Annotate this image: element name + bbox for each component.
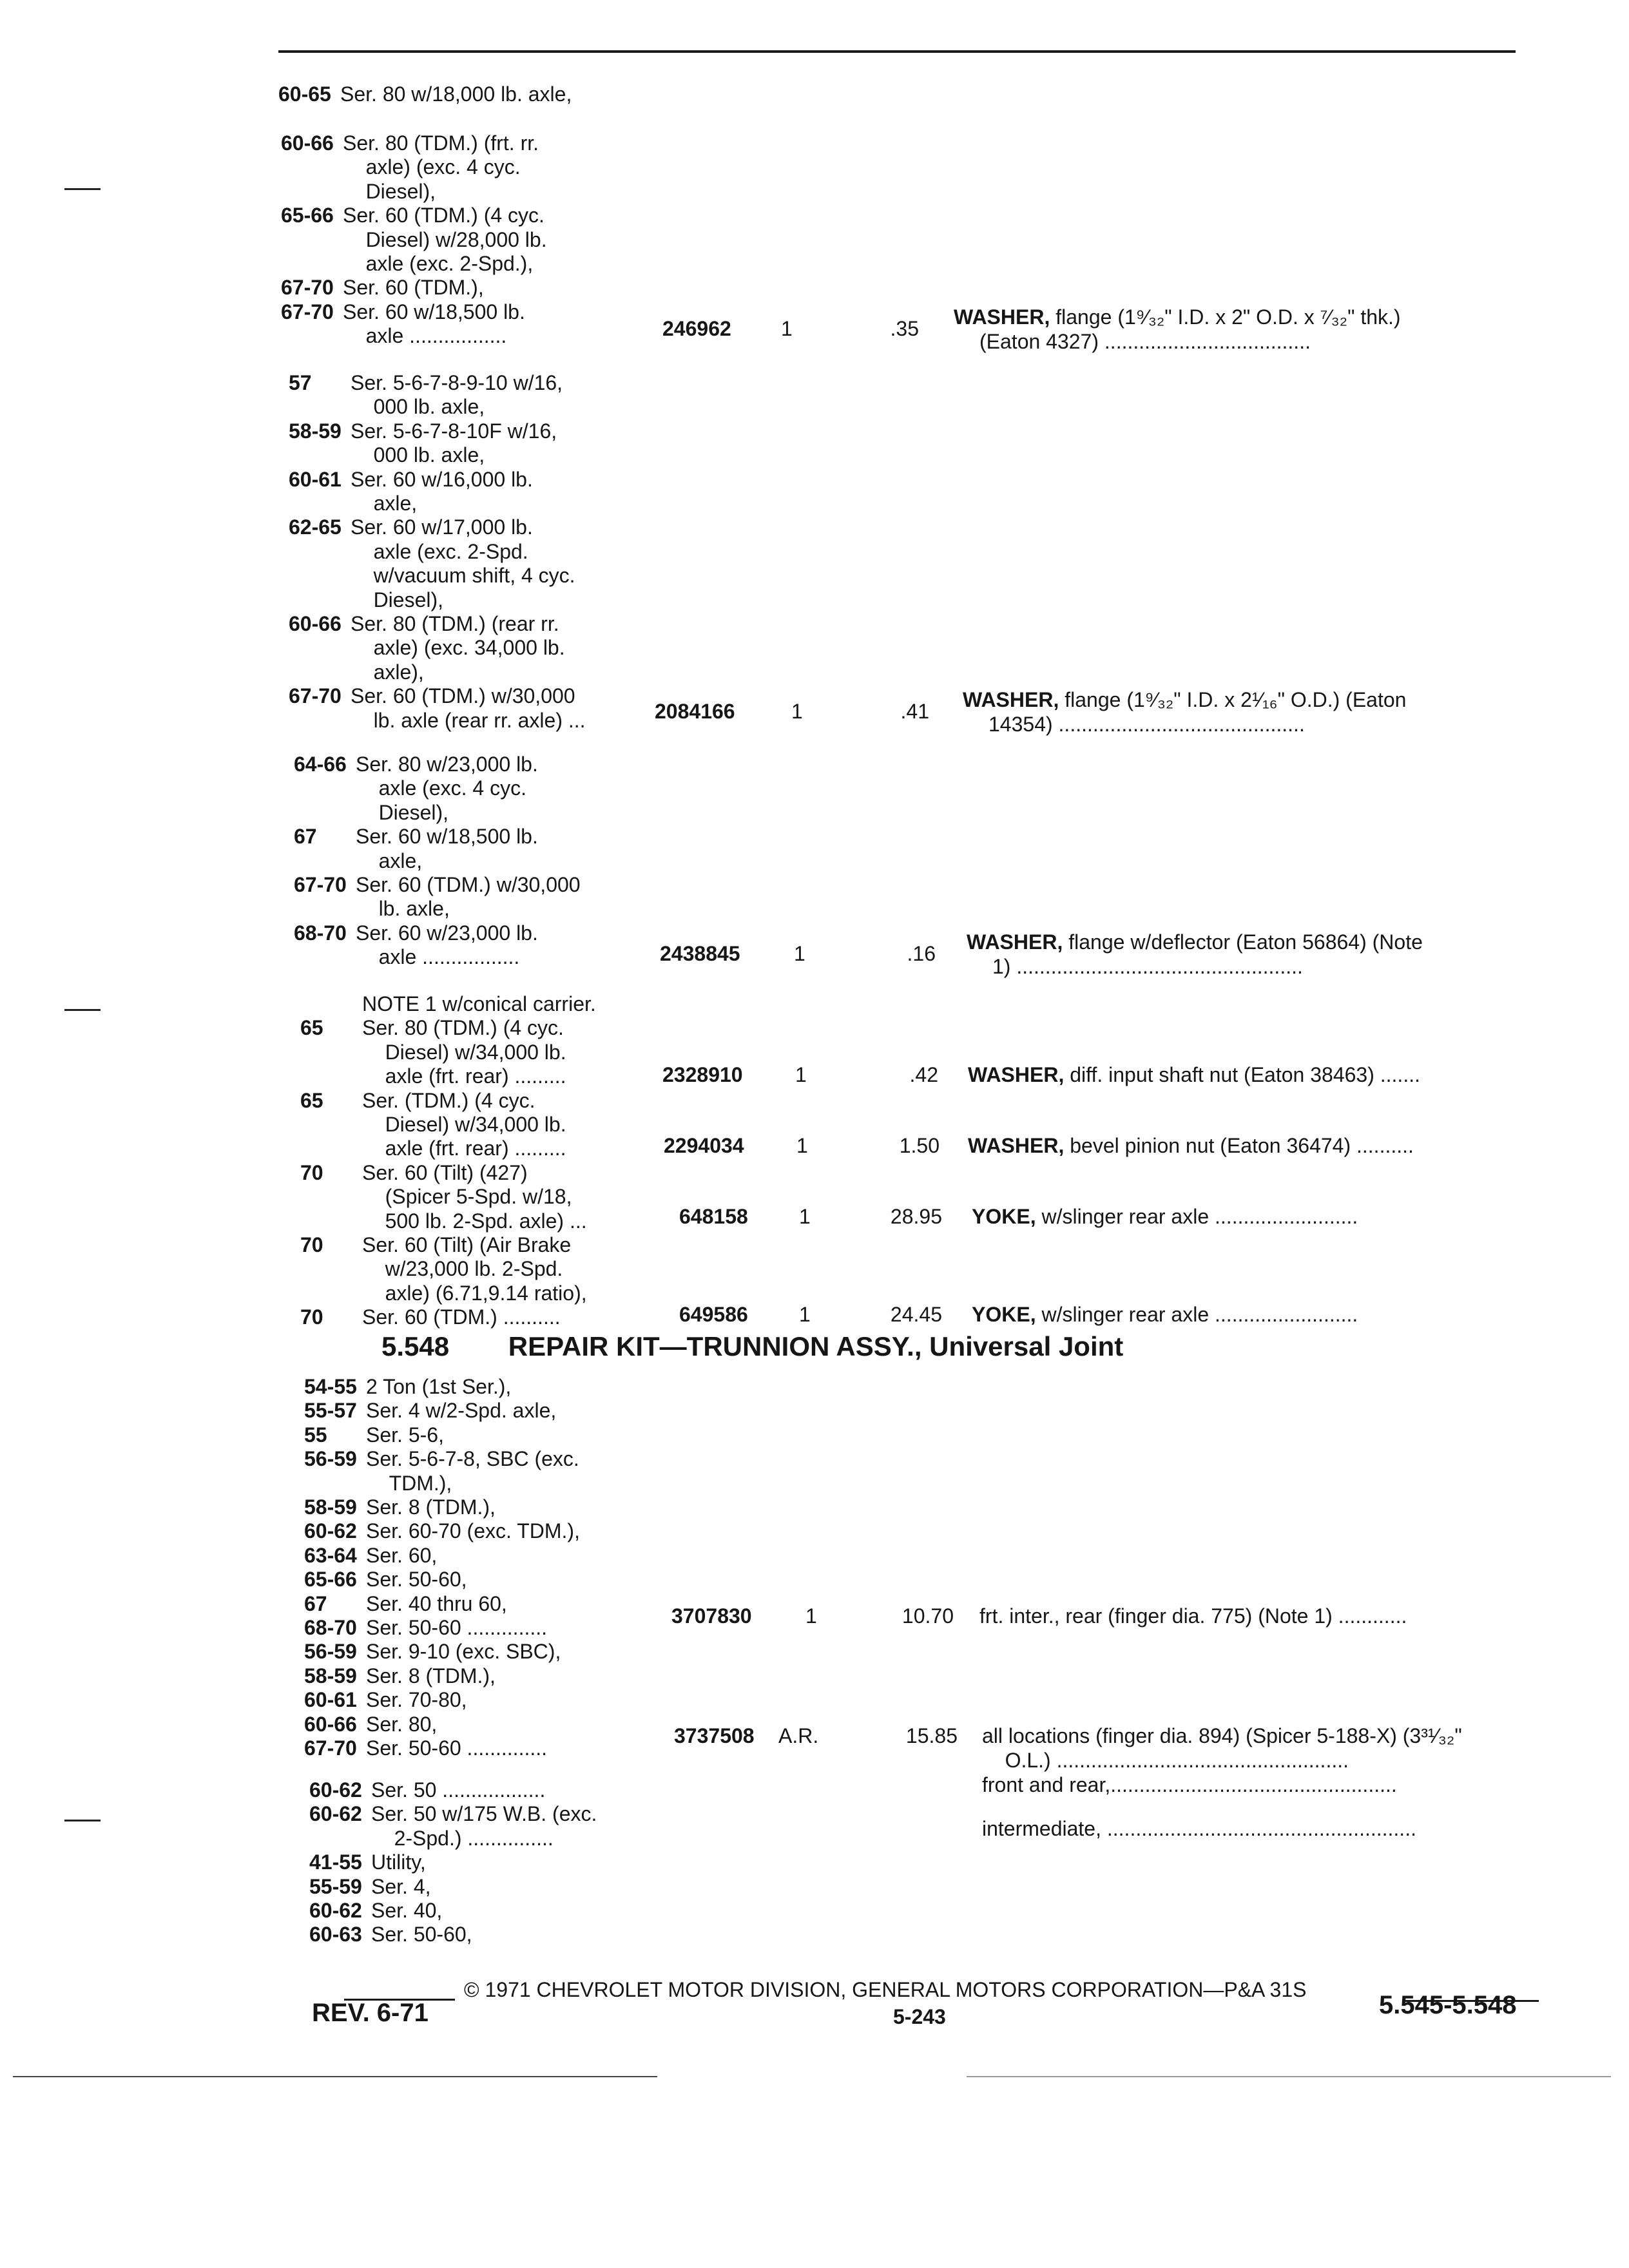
application-text: Diesel), (356, 800, 449, 824)
quantity: 1 (805, 1604, 817, 1628)
application-text: Ser. 80 (TDM.) (frt. rr. (343, 131, 539, 155)
application-line (304, 1713, 437, 1736)
application-text: 500 lb. 2-Spd. axle) ... (362, 1209, 587, 1233)
application-text: axle) (exc. 4 cyc. (343, 155, 521, 179)
part-name: YOKE, (972, 1303, 1042, 1326)
application-line (304, 1664, 496, 1687)
part-number: 648158 (679, 1205, 748, 1228)
application-text: TDM.), (366, 1471, 452, 1495)
model-years: 65-66 (281, 204, 334, 227)
application-text: Ser. 60 (TDM.) (4 cyc. (343, 204, 545, 227)
model-years: 67 (304, 1591, 327, 1615)
model-years: 65 (300, 1088, 323, 1112)
application-text: axle (frt. rear) ......... (362, 1064, 566, 1088)
application-text: Ser. 60 w/16,000 lb. (351, 467, 533, 491)
model-years: 70 (300, 1160, 323, 1184)
application-text: Ser. 60 (TDM.) w/30,000 (351, 684, 575, 708)
list-price: .42 (909, 1063, 938, 1086)
application-line (309, 1923, 472, 1946)
model-years: 67-70 (289, 684, 342, 708)
application-line (289, 371, 563, 394)
model-years: 41-55 (309, 1850, 362, 1874)
application-line (294, 921, 538, 945)
application-line (281, 300, 525, 323)
model-years: 67-70 (304, 1736, 357, 1760)
application-text: Ser. 80 w/18,000 lb. axle, (340, 82, 572, 106)
part-name: WASHER, (954, 305, 1056, 329)
model-years: 58-59 (304, 1495, 357, 1519)
application-text: Diesel) w/28,000 lb. (343, 227, 547, 251)
application-text: Ser. 50 .................. (371, 1778, 546, 1802)
part-number: 246962 (662, 317, 731, 340)
model-years: 67-70 (281, 300, 334, 323)
part-description (968, 1134, 1544, 1157)
application-text: Ser. 5-6-7-8-9-10 w/16, (351, 371, 563, 394)
copyright-line: © 1971 CHEVROLET MOTOR DIVISION, GENERAL MOTORS CORPORATION—P&A 31S (464, 1978, 1307, 2001)
model-years: 60-66 (281, 131, 334, 155)
list-price: 10.70 (901, 1604, 954, 1628)
application-line (294, 873, 581, 896)
application-line (300, 1064, 566, 1088)
application-line (289, 564, 575, 587)
application-line (300, 992, 596, 1015)
part-detail: flange (1⁹⁄₃₂" I.D. x 2" O.D. x ⁷⁄₃₂" thk.) (1055, 305, 1401, 329)
part-description (972, 1205, 1544, 1228)
application-text: Ser. 50 w/175 W.B. (exc. (371, 1802, 597, 1826)
application-text: Diesel) w/34,000 lb. (362, 1040, 566, 1064)
application-text: lb. axle (rear rr. axle) ... (351, 708, 586, 732)
application-text: Ser. 80 w/23,000 lb. (356, 753, 538, 776)
application-text: NOTE 1 w/conical carrier. (362, 992, 596, 1015)
application-line (281, 228, 547, 251)
application-line (281, 276, 484, 299)
application-text: (Spicer 5-Spd. w/18, (362, 1185, 572, 1209)
part-name: WASHER, (963, 688, 1065, 711)
part-detail: flange (1⁹⁄₃₂" I.D. x 2¹⁄₁₆" O.D.) (Eaton (1065, 688, 1407, 711)
application-text: Ser. 5-6-7-8, SBC (exc. (366, 1447, 579, 1471)
part-description (988, 713, 1544, 736)
list-price: 28.95 (890, 1205, 942, 1228)
part-number: 649586 (679, 1303, 748, 1326)
application-text: Ser. 60 (TDM.) .......... (362, 1305, 561, 1329)
model-years: 55-59 (309, 1874, 362, 1898)
application-line (294, 849, 422, 872)
application-line (300, 1137, 566, 1160)
application-line (289, 612, 559, 635)
quantity: 1 (781, 317, 793, 340)
application-text: Ser. 50-60 .............. (366, 1736, 548, 1760)
application-line (294, 825, 538, 848)
application-line (281, 324, 506, 347)
quantity: 1 (799, 1205, 811, 1228)
part-detail: frt. inter., rear (finger dia. 775) (Note 1) ............ (979, 1604, 1407, 1628)
part-description (963, 688, 1544, 711)
application-text: axle (exc. 2-Spd. (351, 539, 528, 563)
application-line (281, 155, 521, 178)
application-line (300, 1016, 564, 1039)
application-line (300, 1257, 563, 1280)
application-text: Ser. 5-6, (366, 1423, 444, 1446)
model-years: 65 (300, 1016, 323, 1040)
part-detail: w/slinger rear axle ......................... (1041, 1205, 1358, 1228)
application-line (281, 131, 539, 155)
application-text: Ser. (TDM.) (4 cyc. (362, 1088, 535, 1112)
margin-tick (64, 1820, 101, 1821)
application-line (294, 776, 526, 800)
part-description (982, 1817, 1544, 1840)
application-line (309, 1802, 597, 1825)
part-number: 2438845 (660, 942, 740, 965)
application-text: Ser. 60-70 (exc. TDM.), (366, 1519, 580, 1543)
application-text: Ser. 40, (371, 1899, 443, 1922)
application-line (289, 636, 565, 659)
model-years: 60-62 (309, 1899, 362, 1922)
application-text: Ser. 60 (TDM.) w/30,000 (356, 873, 581, 896)
model-years: 60-62 (304, 1519, 357, 1543)
quantity: 1 (796, 1134, 808, 1157)
application-text: Ser. 50-60, (366, 1568, 467, 1591)
application-text: Ser. 9-10 (exc. SBC), (366, 1640, 561, 1664)
bottom-rule-left (13, 2076, 657, 2077)
part-name: WASHER, (968, 1063, 1070, 1086)
model-years: 70 (300, 1233, 323, 1256)
application-text: axle) (6.71,9.14 ratio), (362, 1281, 587, 1305)
application-line (304, 1423, 444, 1446)
model-years: 60-62 (309, 1802, 362, 1826)
model-years: 56-59 (304, 1640, 357, 1664)
application-text: axle ................. (343, 324, 507, 348)
application-line (304, 1736, 547, 1760)
application-text: 2 Ton (1st Ser.), (366, 1375, 512, 1398)
top-rule (278, 50, 1516, 53)
application-line (294, 897, 450, 920)
model-years: 56-59 (304, 1447, 357, 1471)
quantity: 1 (794, 942, 805, 965)
application-text: Ser. 60 w/18,500 lb. (343, 300, 525, 323)
part-description (968, 1063, 1544, 1086)
application-text: Ser. 70-80, (366, 1688, 467, 1712)
application-line (300, 1305, 561, 1329)
part-detail: diff. input shaft nut (Eaton 38463) ....... (1070, 1063, 1420, 1086)
application-line (281, 252, 533, 275)
list-price: .35 (890, 317, 919, 340)
application-text: Ser. 40 thru 60, (366, 1591, 507, 1615)
application-line (289, 515, 533, 539)
application-text: axle (exc. 2-Spd.), (343, 252, 534, 275)
application-text: Ser. 80 (TDM.) (rear rr. (351, 612, 559, 635)
model-years: 67-70 (281, 276, 334, 300)
bottom-rule-right (967, 2076, 1611, 2077)
application-line (304, 1375, 511, 1398)
application-text: Ser. 60 (Tilt) (427) (362, 1160, 528, 1184)
part-detail: 1) .................................................. (992, 955, 1303, 978)
model-years: 62-65 (289, 515, 342, 539)
section-number: 5.548 (381, 1331, 450, 1361)
application-line (300, 1041, 566, 1064)
application-text: Ser. 8 (TDM.), (366, 1664, 496, 1687)
application-line (304, 1568, 467, 1591)
part-description (967, 930, 1544, 954)
section-title: REPAIR KIT—TRUNNION ASSY., (508, 1331, 922, 1361)
application-text: Ser. 50-60 .............. (366, 1616, 548, 1639)
model-years: 60-66 (289, 612, 342, 635)
part-description (954, 305, 1544, 329)
application-line (289, 395, 485, 418)
quantity: 1 (799, 1303, 811, 1326)
section-range: 5.545-5.548 (1379, 1991, 1517, 2019)
application-line (304, 1472, 452, 1495)
application-line (300, 1089, 535, 1112)
application-line (304, 1399, 556, 1422)
model-years: 60-61 (304, 1688, 357, 1712)
application-text: axle (exc. 4 cyc. (356, 776, 526, 800)
margin-tick (64, 1009, 101, 1011)
application-line (281, 204, 545, 227)
application-text: Diesel), (351, 588, 444, 611)
application-text: axle (frt. rear) ......... (362, 1137, 566, 1160)
revision-label: REV. 6-71 (312, 1999, 429, 2027)
application-text: Ser. 60 w/17,000 lb. (351, 515, 533, 539)
application-line (294, 945, 519, 968)
part-detail: bevel pinion nut (Eaton 36474) .......... (1070, 1134, 1414, 1157)
model-years: 64-66 (294, 753, 347, 776)
application-text: w/vacuum shift, 4 cyc. (351, 564, 575, 588)
part-number: 2328910 (662, 1063, 743, 1086)
application-line (309, 1850, 426, 1874)
part-name: WASHER, (967, 930, 1069, 954)
application-line (304, 1544, 437, 1567)
quantity: A.R. (778, 1724, 819, 1747)
application-line (300, 1282, 587, 1305)
application-line (300, 1185, 572, 1208)
application-text: axle) (exc. 34,000 lb. (351, 636, 565, 660)
application-text: Ser. 60 w/18,500 lb. (356, 825, 538, 849)
application-line (289, 492, 417, 515)
part-detail: O.L.) ................................................... (982, 1749, 1349, 1772)
quantity: 1 (791, 700, 803, 723)
application-text: lb. axle, (356, 897, 450, 921)
application-text: axle, (351, 492, 418, 515)
model-years: 63-64 (304, 1543, 357, 1567)
application-line (309, 1899, 442, 1922)
part-name: WASHER, (968, 1134, 1070, 1157)
application-text: Ser. 8 (TDM.), (366, 1495, 496, 1519)
application-line (304, 1519, 580, 1542)
application-text: 2-Spd.) ............... (371, 1826, 554, 1850)
application-line (294, 801, 448, 824)
part-description (972, 1303, 1544, 1326)
application-line (289, 419, 557, 443)
application-line (304, 1447, 579, 1470)
application-line (300, 1113, 566, 1136)
part-number: 2084166 (655, 700, 735, 723)
application-line (304, 1640, 561, 1663)
part-number: 3707830 (671, 1604, 752, 1628)
model-years: 58-59 (289, 419, 342, 443)
model-years: 67 (294, 825, 317, 849)
application-text: Ser. 60 (TDM.), (343, 276, 484, 300)
part-number: 3737508 (674, 1724, 755, 1747)
quantity: 1 (795, 1063, 807, 1086)
model-years: 60-65 (278, 82, 331, 106)
model-years: 67-70 (294, 873, 347, 896)
list-price: 24.45 (890, 1303, 942, 1326)
margin-tick (64, 188, 101, 190)
model-years: 55 (304, 1423, 327, 1446)
list-price: 1.50 (899, 1134, 940, 1157)
application-line (281, 180, 436, 203)
section-heading (381, 1331, 1123, 1362)
application-line (304, 1592, 507, 1615)
model-years: 70 (300, 1305, 323, 1329)
part-detail: front and rear,.................................................. (982, 1773, 1397, 1796)
part-number: 2294034 (664, 1134, 744, 1157)
application-text: Ser. 4, (371, 1874, 431, 1898)
model-years: 55-57 (304, 1399, 357, 1423)
model-years: 60-62 (309, 1778, 362, 1802)
application-line (304, 1616, 547, 1639)
model-years: 57 (289, 371, 312, 394)
application-text: Ser. 4 w/2-Spd. axle, (366, 1399, 557, 1423)
model-years: 68-70 (304, 1616, 357, 1639)
model-years: 60-66 (304, 1712, 357, 1736)
application-line (278, 82, 572, 106)
part-description (982, 1724, 1544, 1747)
model-years: 68-70 (294, 921, 347, 945)
application-line (304, 1688, 467, 1711)
application-text: Diesel), (343, 179, 436, 203)
part-detail: all locations (finger dia. 894) (Spicer 5-188-X) (3³¹⁄₃₂" (982, 1724, 1462, 1747)
application-line (294, 753, 538, 776)
application-text: axle, (356, 849, 423, 872)
list-price: .41 (900, 700, 929, 723)
application-line (289, 588, 443, 611)
model-years: 58-59 (304, 1664, 357, 1687)
part-name: YOKE, (972, 1205, 1042, 1228)
application-text: Utility, (371, 1850, 426, 1874)
application-line (289, 660, 424, 684)
part-description (982, 1773, 1544, 1796)
application-line (289, 684, 575, 707)
model-years: 60-63 (309, 1923, 362, 1946)
part-detail: 14354) ........................................... (988, 713, 1305, 736)
page-number: 5-243 (893, 2005, 946, 2028)
application-text: Diesel) w/34,000 lb. (362, 1113, 566, 1136)
application-text: axle), (351, 660, 424, 684)
list-price: .16 (907, 942, 936, 965)
section-subtitle: Universal Joint (929, 1331, 1124, 1361)
application-text: Ser. 5-6-7-8-10F w/16, (351, 419, 557, 443)
list-price: 15.85 (905, 1724, 958, 1747)
part-detail: (Eaton 4327) .................................... (979, 330, 1311, 353)
application-line (300, 1161, 528, 1184)
part-description (992, 955, 1544, 978)
application-text: Ser. 60, (366, 1543, 438, 1567)
application-text: Ser. 80, (366, 1712, 438, 1736)
model-years: 65-66 (304, 1568, 357, 1591)
part-description (979, 330, 1544, 353)
model-years: 60-61 (289, 467, 342, 491)
application-text: Ser. 60 w/23,000 lb. (356, 921, 538, 945)
application-line (289, 468, 533, 491)
application-line (289, 540, 528, 563)
application-line (309, 1778, 545, 1802)
application-text: axle ................. (356, 945, 520, 969)
application-line (289, 709, 586, 732)
application-text: Ser. 80 (TDM.) (4 cyc. (362, 1016, 564, 1040)
part-detail: intermediate, ...................................................... (982, 1817, 1416, 1840)
application-text: 000 lb. axle, (351, 395, 485, 419)
part-description (982, 1749, 1544, 1772)
part-description (979, 1604, 1544, 1628)
part-detail: w/slinger rear axle ......................... (1041, 1303, 1358, 1326)
application-line (304, 1495, 496, 1519)
application-line (300, 1209, 587, 1233)
application-text: Ser. 60 (Tilt) (Air Brake (362, 1233, 572, 1256)
application-line (309, 1875, 431, 1898)
application-text: w/23,000 lb. 2-Spd. (362, 1257, 563, 1281)
application-text: 000 lb. axle, (351, 443, 485, 467)
application-line (289, 443, 485, 466)
model-years: 54-55 (304, 1375, 357, 1398)
application-line (300, 1233, 571, 1256)
application-line (309, 1827, 554, 1850)
application-text: Ser. 50-60, (371, 1923, 472, 1946)
part-detail: flange w/deflector (Eaton 56864) (Note (1068, 930, 1423, 954)
